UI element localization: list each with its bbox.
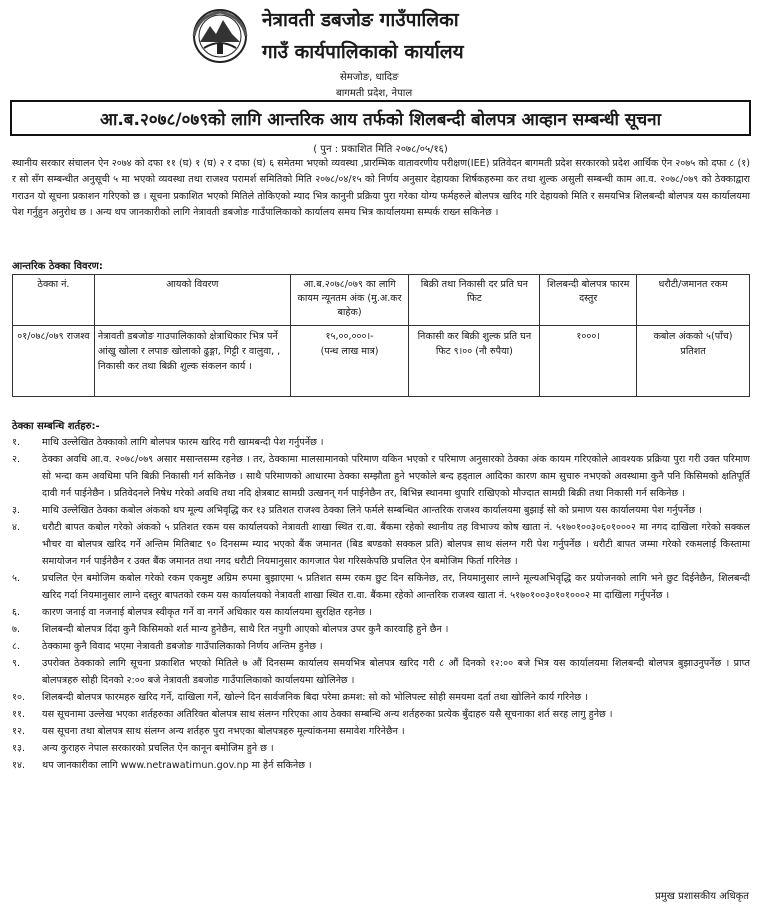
term-number: ६. [12, 607, 21, 618]
term-number: २. [12, 454, 21, 465]
column-header: बिक्री तथा निकासी दर प्रति घन फिट [409, 275, 540, 326]
contract-number-cell: ०१/०७८/०७९ राजश्व [13, 326, 95, 397]
deposit-cell: कबोल अंकको ५(पाँच) प्रतिशत [637, 326, 750, 397]
column-header: धरौटी/जमानत रकम [637, 275, 750, 326]
list-item [12, 757, 750, 774]
list-item [12, 621, 750, 638]
term-text: कारण जनाई वा नजनाई बोलपत्र स्वीकृत गर्ने वा नगर्ने अधिकार यस कार्यालयमा सुरक्षित रहनेछ । [42, 607, 372, 618]
publication-date: ( पुन : प्रकाशित मिति २०७८/०५/१६) [313, 144, 448, 155]
term-text: प्रचलित ऐन बमोजिम कबोल गरेको रकम एकमुष्ट अग्रिम रुपमा बुझाएमा ५ प्रतिशत सम्म रकम छुट दिन सकिनेछ, तर, नियमानुसार लाग्ने मूल्यअभिवृद्धि कर प्रयोजनको लागि भने छुट दिईनेछैन, शिलबन्दी खरिद गर्दा नियमानुसार लाग्ने दस्तुर बापतको रकम यस कार्यालयको नेत्रावती शाखा स्थित रा.वा. बैंकमा रहेको आन्तरिक राजश्व खाता नं. ५१७०१००३०१०१०००२ मा दाखिला गर्नुपर्नेछ । [42, 573, 750, 601]
list-item [12, 519, 750, 570]
list-item [12, 570, 750, 604]
government-emblem-icon [190, 8, 250, 64]
term-number: १०. [12, 692, 26, 703]
list-item [12, 723, 750, 740]
list-item [12, 604, 750, 621]
term-number: ८. [12, 641, 21, 652]
minimum-amount-words: (पन्ध लाख मात्र) [320, 346, 379, 357]
term-number: ४. [12, 522, 21, 533]
term-number: १२. [12, 726, 26, 737]
notice-title-banner: आ.ब.२०७८/०७९को लागि आन्तरिक आय तर्फको शिलबन्दी बोलपत्र आव्हान सम्बन्धी सूचना [10, 100, 751, 136]
contract-details-table [12, 274, 750, 397]
column-header: आ.ब.२०७८/०७९ का लागि कायम न्यूनतम अंक (मु.अ.कर बाहेक) [290, 275, 409, 326]
minimum-amount-cell [290, 326, 409, 397]
address-line-2: बागमती प्रदेश, नेपाल [336, 88, 413, 99]
term-text: उपरोक्त ठेक्काको लागि सूचना प्रकाशित भएको मितिले ७ औं दिनसम्म कार्यालय समयभित्र बोलपत्र खरिद गरी ८ औं दिनको १२:०० बजे भित्र यस कार्यालयमा शिलबन्दी बोलपत्र बुझाउनुपर्नेछ । प्राप्त बोलपत्रहरु सोही दिनको २:०० बजे नेत्रावती डबजोङ गाउँपालिकाको कार्यालयमा खोलिनेछ । [42, 658, 750, 686]
term-number: १४. [12, 760, 26, 771]
list-item [12, 689, 750, 706]
term-number: ११. [12, 709, 26, 720]
term-number: ७. [12, 624, 21, 635]
form-fee-cell: १०००। [540, 326, 637, 397]
list-item [12, 655, 750, 689]
term-number: १३. [12, 743, 26, 754]
term-text: ठेक्का अवधि आ.व. २०७८/०७९ असार मसान्तसम्म रहनेछ । तर, ठेक्कामा मालसामानको परिमाण यकिन भएको र परिमाण अनुसारको ठेक्का अंक कायम गरिएकोले आवश्यक प्रक्रिया पुरा गरी उक्त परिमाण सो भन्दा कम अवधिमा पनि बिक्री निकासी गर्न सकिनेछ । साथै परिमाणको आधारमा ठेक्का सम्झौता हुने भएकोले बन्द हड्ताल आदिका कारण काम सुचारु नभएको अवस्थामा कुनै पनि किसिमको क्षतिपूर्ति दावी गर्न पाईनेछैन । प्रतिवेदनले निषेध गरेको अवधि तथा नदि क्षेत्रबाट सामग्री उत्खनन् गर्न पाईनेछैन तर, बिभिन्न स्थानमा थुपारि राखिएको मौज्दात सामग्री बिक्री तथा निकासी गर्न सकिनेछ । [42, 454, 750, 499]
column-header: शिलबन्दी बोलपत्र फारम दस्तुर [540, 275, 637, 326]
income-description-cell: नेत्रावती डबजोङ गाउपालिकाको क्षेत्राधिकार भित्र पर्ने आंखु खोला र लपाङ खोलाको ढुङ्गा, गिट्टी र वालुवा, , निकासी कर तथा बिक्री शुल्क संकलन कार्य । [94, 326, 290, 397]
minimum-amount-value: १५,००,०००।- [325, 331, 374, 342]
municipality-name: नेत्रावती डबजोङ गाउँपालिका [262, 9, 459, 31]
term-text: थप जानकारीका लागि www.netrawatimun.gov.np मा हेर्न सकिनेछ । [42, 760, 312, 771]
table-header-row [13, 275, 750, 326]
term-number: ३. [12, 505, 21, 516]
term-text: माथि उल्लेखित ठेक्काको लागि बोलपत्र फारम खरिद गरी खामबन्दी पेश गर्नुपर्नेछ । [42, 437, 324, 448]
list-item [12, 706, 750, 723]
term-text: धरौटी बापत कबोल गरेको अंकको ५ प्रतिशत रकम यस कार्यालयको नेत्रावती शाखा स्थित रा.वा. बैंकमा रहेको स्थानीय तह विभाज्य कोष खाता नं. ५१७०१००३०६०१०००२ मा नगद दाखिला गरेको सक्कल भौचर वा बोलपत्र खरिद गर्ने अन्तिम मितिबाट ९० दिनसम्म म्याद भएको बैंक जमानत (बिड बण्डको सक्कल प्रति) बोलपत्र साथ संलग्न गरी पेश गर्नुपर्नेछ । धरौटी बापत जम्मा गरेको रकमलाई किस्तामा समायोजन गर्न पाईनेछैन र उक्त बैंक जमानत तथा नगद धरौटी नियमानुसार कागजात पेश गरिसकेपछि प्रचलित ऐन बमोजिम फिर्ता गरिनेछ । [42, 522, 750, 567]
list-item [12, 740, 750, 757]
term-text: शिलबन्दी बोलपत्र फारमहरु खरिद गर्ने, दाखिला गर्ने, खोल्ने दिन सार्वजनिक बिदा परेमा क्रमश: सो को भोलिपल्ट सोही समयमा दर्ता तथा खोलिने कार्य गरिनेछ । [42, 692, 588, 703]
term-text: माथि उल्लेखित ठेक्का कबोल अंकको थप मूल्य अभिवृद्धि कर १३ प्रतिशत राजश्व ठेक्का लिने फर्मले सम्बन्धित आन्तरिक राजश्व कार्यालयमा बुझाई सो को प्रमाण यस कार्यालयमा पेश गर्नुपर्नेछ । [42, 505, 702, 516]
column-header: ठेक्का नं. [13, 275, 95, 326]
list-item [12, 434, 750, 451]
office-name: गाउँ कार्यपालिकाको कार्यालय [262, 41, 464, 63]
term-number: ९. [12, 658, 21, 669]
list-item [12, 502, 750, 519]
rate-cell: निकासी कर बिक्री शुल्क प्रति घन फिट ९।०० (नौ रुपैया) [409, 326, 540, 397]
contract-table-heading: आन्तरिक ठेक्का विवरण: [12, 261, 103, 272]
term-text: ठेक्कामा कुनै विवाद भएमा नेत्रावती डबजोङ गाउँपालिकाको निर्णय अन्तिम हुनेछ । [42, 641, 323, 652]
terms-heading: ठेक्का सम्बन्धि शर्तहरु:- [12, 421, 100, 432]
letterhead [0, 0, 761, 100]
table-row [13, 326, 750, 397]
term-text: यस सूचनामा उल्लेख भएका शर्तहरुका अतिरिक्त बोलपत्र साथ संलग्न गरिएका आय ठेक्का सम्बन्धि अन्य शर्तहरुका प्रत्येक बुँदाहरु यसै सूचनाका शर्त सरह लागु हुनेछ । [42, 709, 613, 720]
term-text: यस सूचना तथा बोलपत्र साथ संलग्न अन्य शर्तहरु पुरा नभएका बोलपत्रहरु मूल्यांकनमा समावेश गरिनेछैन । [42, 726, 405, 737]
address-line-1: सेमजोङ, धादिङ [340, 72, 399, 83]
term-number: ५. [12, 573, 21, 584]
list-item [12, 638, 750, 655]
term-number: १. [12, 437, 21, 448]
term-text: शिलबन्दी बोलपत्र दिंदा कुनै किसिमको शर्त मान्य हुनेछैन, साथै रित नपुगी आएको बोलपत्र उपर कुनै कारवाहि हुने छैन । [42, 624, 449, 635]
signature-title: प्रमुख प्रशासकीय अधिकृत [655, 891, 749, 902]
term-text: अन्य कुराहरु नेपाल सरकारको प्रचलित ऐन कानून बमोजिम हुने छ । [42, 743, 274, 754]
list-item [12, 451, 750, 502]
notice-intro-paragraph: स्थानीय सरकार संचालन ऐन २०७४ को दफा ११ (घ) १ (घ) २ र दफा (घ) ६ समेतमा भएको व्यवस्था ,प्रारम्भिक वातावरणीय परीक्षण(IEE) प्रतिवेदन बागमती प्रदेश सरकारको प्रदेश आर्थिक ऐन २०७५ को दफा ८ (१) र सो सँग सम्बन्धीत अनुसूची ५ मा भएको व्यवस्था तथा राजश्व परामर्श समितिको मिति २०७८/०४/१५ को निर्णय अनुसार देहायका शिर्षकहरुमा कर तथा शुल्क असुली सम्बन्धी काम आ.व. २०७८/०७९ को ठेक्काद्वारा गराउन यो सूचना प्रकाशन गरिएको छ । सूचना प्रकाशित भएको मितिले तोकिएको म्याद भित्र कानुनी प्रक्रिया पुरा गरेका योग्य फर्महरुले बोलपत्र खरिद गरि देहायको मिति र समयभित्र शिलबन्दी बोलपत्र यस कार्यालयमा पेश गर्नुहुन अनुरोध छ । अन्य थप जानकारीको लागि नेत्रावती डबजोङ गाउँपालिकाको कार्यालय समय भित्र कार्यालयमा सम्पर्क राख्न सकिनेछ । [12, 158, 750, 218]
terms-list [12, 434, 750, 774]
column-header: आयको विवरण [94, 275, 290, 326]
